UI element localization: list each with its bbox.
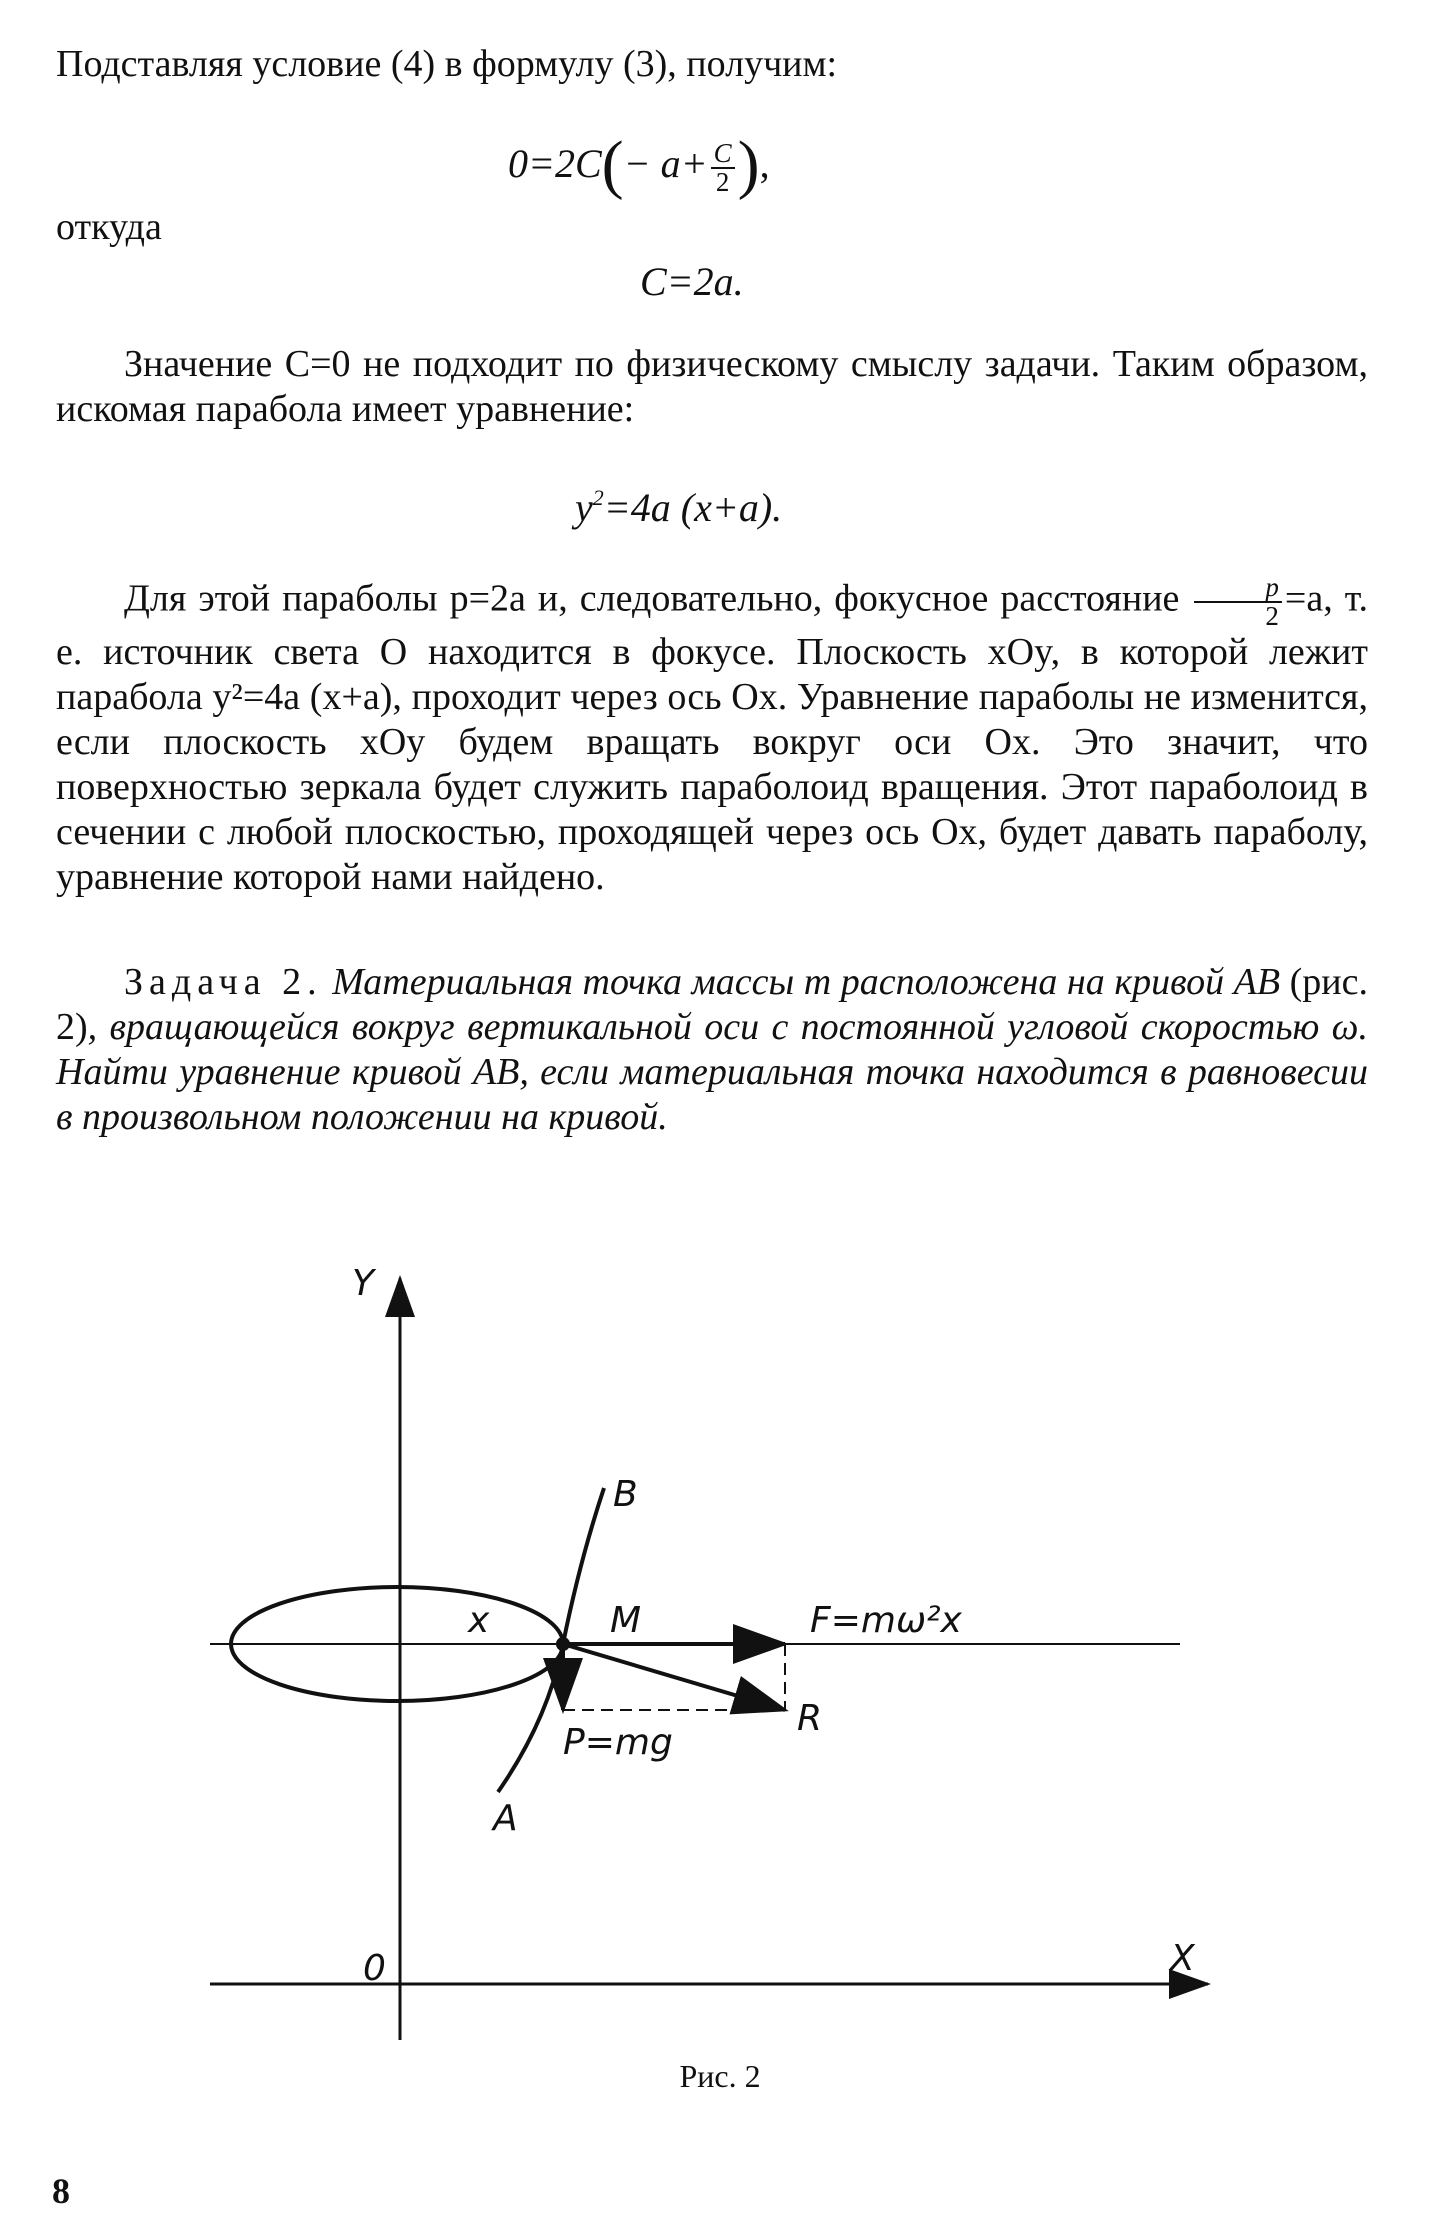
otkuda-word: откуда [56,206,162,248]
figure-reference: (рис. 2) [56,961,1369,1048]
equation-2: C=2a. [640,259,744,304]
task-2-text-a: Материальная точка массы m расположена на кривой AB [332,961,1281,1003]
p-over-2-fraction [1194,574,1282,630]
paragraph-focus-part-b: =a, т. е. источник света O находится в фокусе. Плоскость xOy, в которой лежит парабола y²=4a (x+a), проходит через ось Ox. Уравнение параболы не изменится, если плоскость xOy будем вращать вокруг оси Ox. Это значит, что поверхностью зеркала будет служить параболоид вращения. Этот параболоид в сечении с любой плоскостью, проходящей через ось Ox, будет давать параболу, уравнение которой нами найдено. [56,577,1368,898]
p-numerator: p [1194,574,1282,603]
resultant-arrow [563,1644,785,1710]
y-axis-label: Y [352,1263,374,1304]
task-2-statement [56,960,1368,1140]
equation-1-left: 0=2C [508,141,602,187]
task-2-label: Задача 2. [124,961,323,1003]
equation-3-exponent: 2 [592,485,604,510]
figure-rotating-curve [0,1240,1440,2060]
equation-3-right: =4a (x+a). [603,485,783,530]
equation-1-fraction [711,140,735,196]
fraction-numerator: C [711,140,735,169]
page-number: 8 [52,2171,70,2211]
paragraph-value-c: Значение C=0 не подходит по физическому смыслу задачи. Таким образом, искомая парабола имеет уравнение: [56,343,1368,430]
point-b-label: B [613,1474,638,1515]
equation-1-inner: − a+ [623,141,708,187]
left-paren: ( [601,128,624,202]
point-m-label: M [610,1600,642,1641]
paragraph-focus [56,574,1368,900]
point-m [556,1637,570,1651]
equation-1-comma: , [759,141,770,187]
right-paren: ) [737,128,760,202]
paragraph-focus-part-a: Для этой параболы p=2a и, следовательно, фокусное расстояние [124,577,1180,620]
x-axis-label: X [1170,1938,1195,1979]
gravity-force-label: P=mg [563,1722,673,1763]
intro-line: Подставляя условие (4) в формулу (3), получим: [56,43,838,85]
task-2-text-b: , вращающейся вокруг вертикальной оси с постоянной угловой скоростью ω. Найти уравнение кривой AB, если материальная точка находится в равновесии в произвольном положении на кривой. [56,1006,1368,1138]
equation-3-y: y [575,485,593,530]
radius-x-label: x [468,1600,490,1641]
resultant-label: R [797,1698,823,1739]
fraction-denominator: 2 [715,167,730,197]
equation-1 [508,128,770,202]
point-a-label: A [493,1798,518,1839]
figure-caption: Рис. 2 [679,2058,761,2094]
p-denominator: 2 [1265,601,1279,631]
equation-3 [575,484,782,531]
origin-label: 0 [363,1948,386,1989]
centrifugal-force-label: F=mω²x [810,1600,962,1641]
